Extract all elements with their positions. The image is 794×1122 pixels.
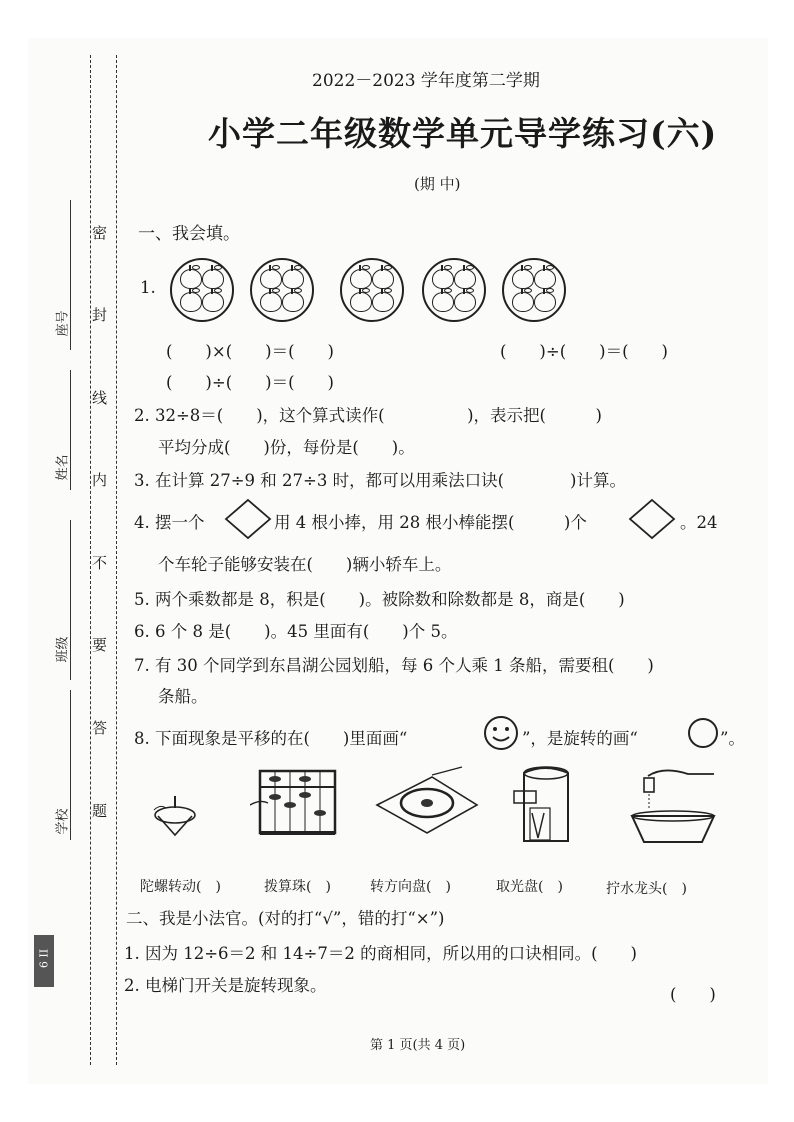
seal-char: 不 — [92, 554, 108, 572]
q1-divide-row-right[interactable]: ( )÷( )＝( ) — [500, 342, 668, 361]
apple-icon — [202, 292, 224, 312]
apple-plate — [422, 258, 486, 322]
q8-caption-steering[interactable]: 转方向盘( ) — [370, 879, 451, 895]
apple-icon — [534, 292, 556, 312]
question-2-cont[interactable]: 平均分成( )份，每份是( )。 — [158, 438, 415, 457]
question-6[interactable]: 6. 6 个 8 是( )。45 里面有( )个 5。 — [134, 622, 458, 641]
apple-icon — [260, 269, 282, 289]
apple-icon — [202, 269, 224, 289]
apple-icon — [282, 292, 304, 312]
judge-question-1[interactable]: 1. 因为 12÷6＝2 和 14÷7＝2 的商相同，所以用的口诀相同。( ) — [124, 944, 637, 963]
question-7[interactable]: 7. 有 30 个同学到东昌湖公园划船，每 6 个人乘 1 条船，需要租( ) — [134, 656, 654, 675]
spinning-top-icon — [150, 790, 200, 840]
question-8-part-b: ”，是旋转的画“ — [522, 729, 638, 748]
seal-char: 要 — [92, 636, 108, 654]
seal-line-outer — [90, 55, 91, 1065]
school-label: 学校 — [55, 808, 71, 835]
abacus-icon — [250, 765, 340, 840]
diamond-shape-icon — [628, 498, 676, 540]
apple-icon — [180, 269, 202, 289]
circle-shape-icon — [686, 716, 720, 750]
apple-icon — [512, 292, 534, 312]
apple-plate — [250, 258, 314, 322]
seal-char: 线 — [92, 389, 108, 407]
exam-type: (期 中) — [414, 175, 461, 193]
q8-caption-faucet[interactable]: 拧水龙头( ) — [606, 881, 687, 897]
seal-char: 题 — [92, 802, 108, 820]
question-4-part-a: 4. 摆一个 — [134, 513, 205, 532]
question-4-part-b[interactable]: 用 4 根小捧，用 28 根小棒能摆( )个 — [274, 513, 587, 532]
school-year: 2022－2023 学年度第二学期 — [312, 71, 540, 91]
apple-plate — [502, 258, 566, 322]
question-2[interactable]: 2. 32÷8＝( )，这个算式读作( )，表示把( ) — [134, 406, 602, 425]
diamond-shape-icon — [224, 498, 272, 540]
apple-icon — [260, 292, 282, 312]
apple-icon — [180, 292, 202, 312]
q8-caption-top[interactable]: 陀螺转动( ) — [140, 879, 221, 895]
seal-char: 密 — [92, 224, 108, 242]
question-4-cont[interactable]: 个车轮子能够安装在( )辆小轿车上。 — [158, 555, 452, 574]
smiley-face-icon — [482, 714, 520, 752]
question-4-part-c: 。24 — [680, 513, 718, 532]
question-8-part-c: ”。 — [720, 729, 745, 748]
question-5[interactable]: 5. 两个乘数都是 8，积是( )。被除数和除数都是 8，商是( ) — [134, 590, 625, 609]
section1-heading: 一、我会填。 — [138, 224, 240, 244]
apple-icon — [432, 292, 454, 312]
judge-question-2-answer[interactable]: ( ) — [670, 985, 716, 1004]
apple-icon — [282, 269, 304, 289]
seal-char: 答 — [92, 719, 108, 737]
page-number: 第 1 页(共 4 页) — [370, 1038, 466, 1053]
q1-number: 1. — [140, 278, 156, 297]
apple-icon — [350, 269, 372, 289]
apple-icon — [350, 292, 372, 312]
q8-caption-abacus[interactable]: 拨算珠( ) — [264, 879, 331, 895]
q8-caption-disc[interactable]: 取光盘( ) — [496, 879, 563, 895]
steering-wheel-icon — [372, 765, 482, 837]
apple-icon — [432, 269, 454, 289]
apple-plate — [340, 258, 404, 322]
seal-line-inner — [116, 55, 117, 1065]
apple-icon — [372, 269, 394, 289]
apple-icon — [454, 292, 476, 312]
name-label: 姓名 — [55, 454, 71, 481]
apple-icon — [372, 292, 394, 312]
class-label: 班级 — [55, 636, 71, 663]
page-title: 小学二年级数学单元导学练习(六) — [208, 114, 718, 153]
q1-divide-row[interactable]: ( )÷( )＝( ) — [166, 373, 334, 392]
apple-icon — [512, 269, 534, 289]
question-8-part-a[interactable]: 8. 下面现象是平移的在( )里面画“ — [134, 729, 408, 748]
apple-icon — [534, 269, 556, 289]
seal-char: 内 — [92, 471, 108, 489]
question-7-cont: 条船。 — [158, 687, 208, 706]
q1-multiply-row[interactable]: ( )×( )＝( ) — [166, 342, 334, 361]
judge-question-2: 2. 电梯门开关是旋转现象。 — [124, 976, 327, 995]
sidebar-tab-label: 6 II — [37, 948, 51, 969]
seal-char: 封 — [92, 306, 108, 324]
disc-player-icon — [510, 763, 580, 845]
question-3[interactable]: 3. 在计算 27÷9 和 27÷3 时，都可以用乘法口诀( )计算。 — [134, 471, 626, 490]
apple-plate — [170, 258, 234, 322]
seat-label: 座号 — [55, 310, 71, 337]
section2-heading: 二、我是小法官。(对的打“√”，错的打“×”) — [126, 909, 445, 928]
apple-icon — [454, 269, 476, 289]
water-faucet-icon — [628, 764, 718, 844]
